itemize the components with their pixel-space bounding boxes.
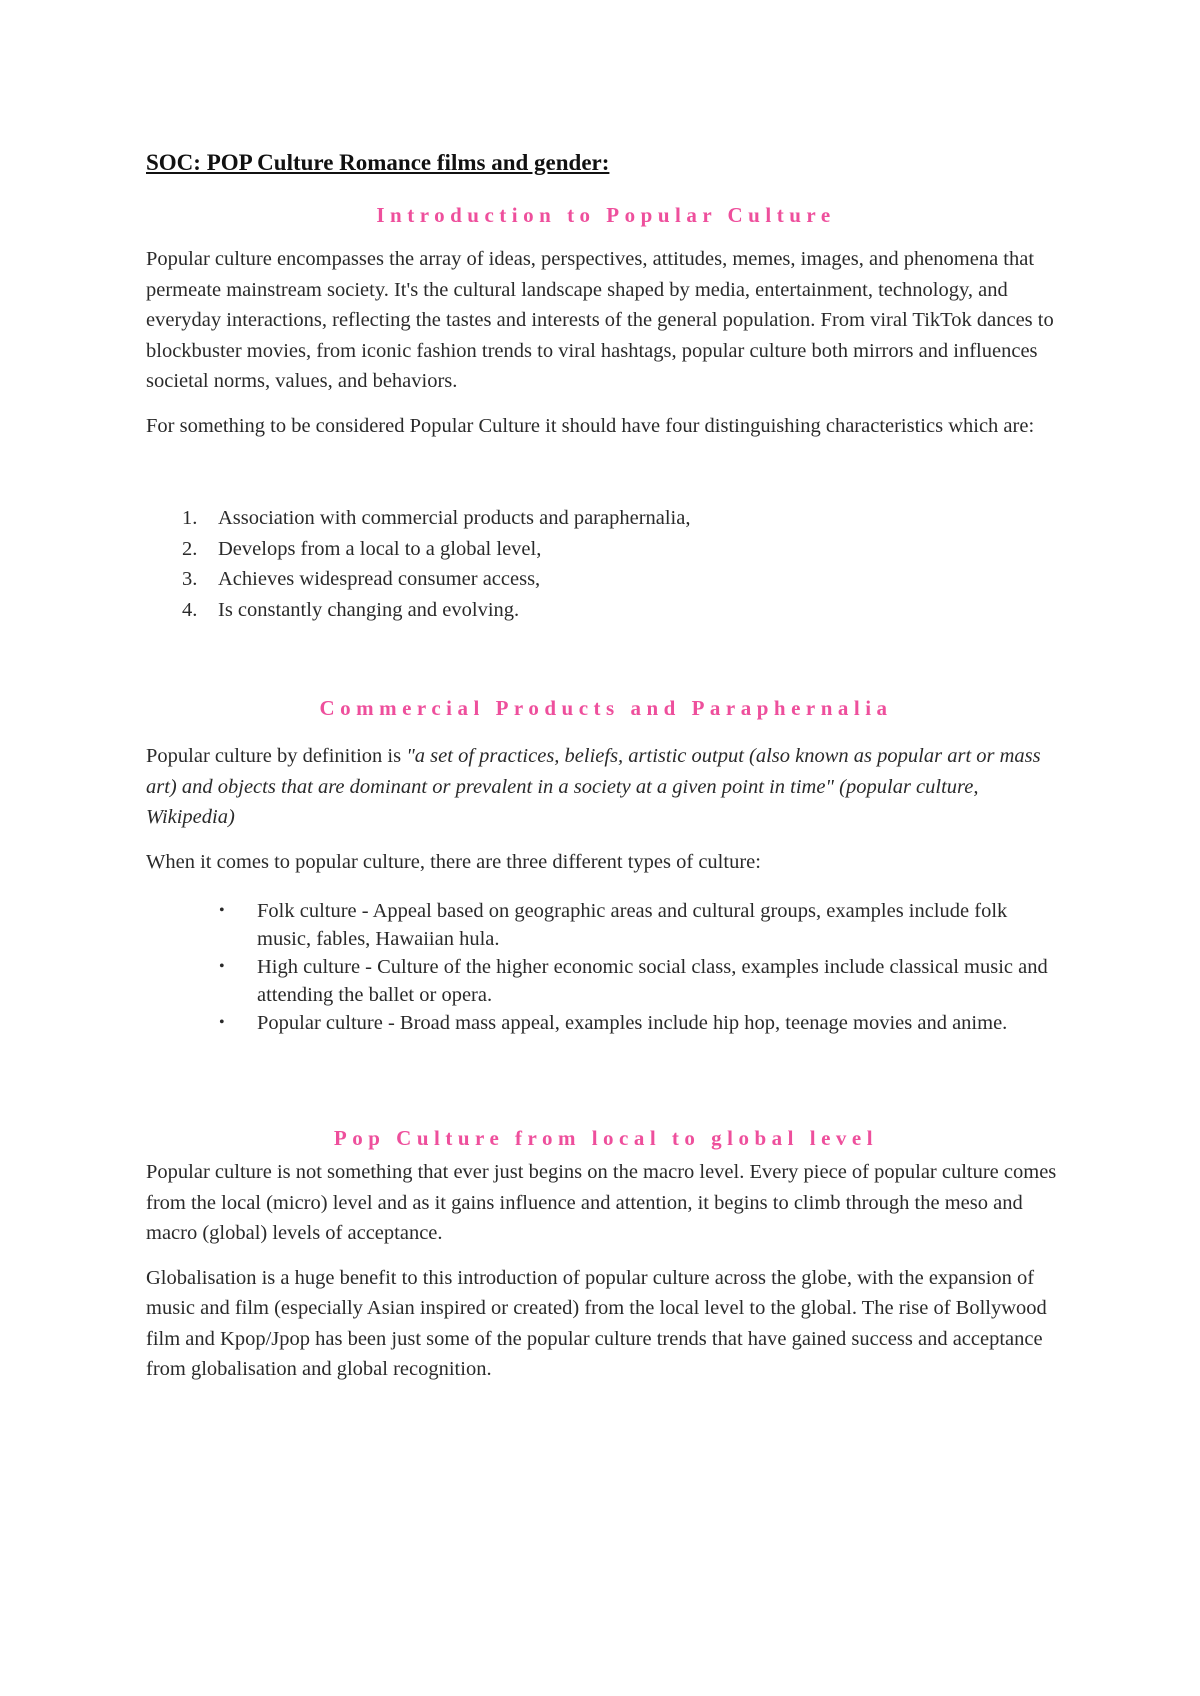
list-item-text: Is constantly changing and evolving.	[218, 598, 520, 621]
list-item-text: Develops from a local to a global level,	[218, 537, 542, 560]
section-heading-global: Pop Culture from local to global level	[333, 1126, 879, 1150]
document-title: SOC: POP Culture Romance films and gender:	[146, 150, 610, 175]
section-heading-commercial: Commercial Products and Paraphernalia	[319, 696, 893, 720]
list-item-text: High culture - Culture of the higher economic social class, examples include classical music and attending the ballet or opera.	[257, 956, 1048, 1006]
intro-paragraph-1: Popular culture encompasses the array of ideas, perspectives, attitudes, memes, images, and phenomena that permeate mainstream society. It's the cultural landscape shaped by media, entertainment, technology, and everyday interactions, reflecting the tastes and interests of the general population. From viral TikTok dances to blockbuster movies, from iconic fashion trends to viral hashtags, popular culture both mirrors and influences societal norms, values, and behaviors.	[146, 248, 1054, 392]
bullet-icon: •	[219, 1014, 225, 1031]
document-body	[146, 148, 1066, 1399]
bullet-icon: •	[219, 958, 225, 975]
intro-paragraph-2: For something to be considered Popular Culture it should have four distinguishing characteristics which are:	[146, 414, 1035, 437]
list-item-text: Folk culture - Appeal based on geographic areas and cultural groups, examples include folk music, fables, Hawaiian hula.	[257, 900, 1008, 950]
definition-quote: "a set of practices, beliefs, artistic output (also known as popular art or mass art) and objects that are dominant or prevalent in a society at a given point in time" (popular culture, Wikipedia)	[146, 745, 1041, 828]
list-item-text: Association with commercial products and paraphernalia,	[218, 507, 691, 529]
types-intro: When it comes to popular culture, there are three different types of culture:	[146, 850, 761, 873]
list-item	[146, 564, 1066, 595]
list-item	[146, 595, 1066, 626]
definition-lead: Popular culture by definition is	[146, 745, 407, 767]
list-item-number: 4.	[182, 598, 198, 621]
list-item-text: Achieves widespread consumer access,	[218, 568, 541, 590]
list-item-number: 1.	[182, 507, 198, 529]
list-item-number: 2.	[182, 537, 198, 560]
global-paragraph-1: Popular culture is not something that ever just begins on the macro level. Every piece of popular culture comes from the local (micro) level and as it gains influence and attention, it begins to climb through the meso and macro (global) levels of acceptance.	[146, 1161, 1057, 1244]
list-item	[146, 503, 1066, 534]
global-paragraph-2: Globalisation is a huge benefit to this introduction of popular culture across the globe, with the expansion of music and film (especially Asian inspired or created) from the local level to the global. The rise of Bollywood film and Kpop/Jpop has been just some of the popular culture trends that have gained success and acceptance from globalisation and global recognition.	[146, 1266, 1047, 1380]
bullet-icon: •	[219, 902, 225, 919]
list-item	[146, 897, 1066, 953]
list-item	[146, 1009, 1066, 1037]
list-item-number: 3.	[182, 568, 198, 590]
section-heading-intro: Introduction to Popular Culture	[376, 203, 836, 227]
culture-types-list	[146, 897, 1066, 1037]
characteristics-list	[146, 503, 1066, 625]
list-item	[146, 953, 1066, 1009]
list-item-text: Popular culture - Broad mass appeal, examples include hip hop, teenage movies and anime.	[257, 1012, 1008, 1034]
definition-paragraph	[146, 741, 1066, 833]
list-item	[146, 534, 1066, 565]
